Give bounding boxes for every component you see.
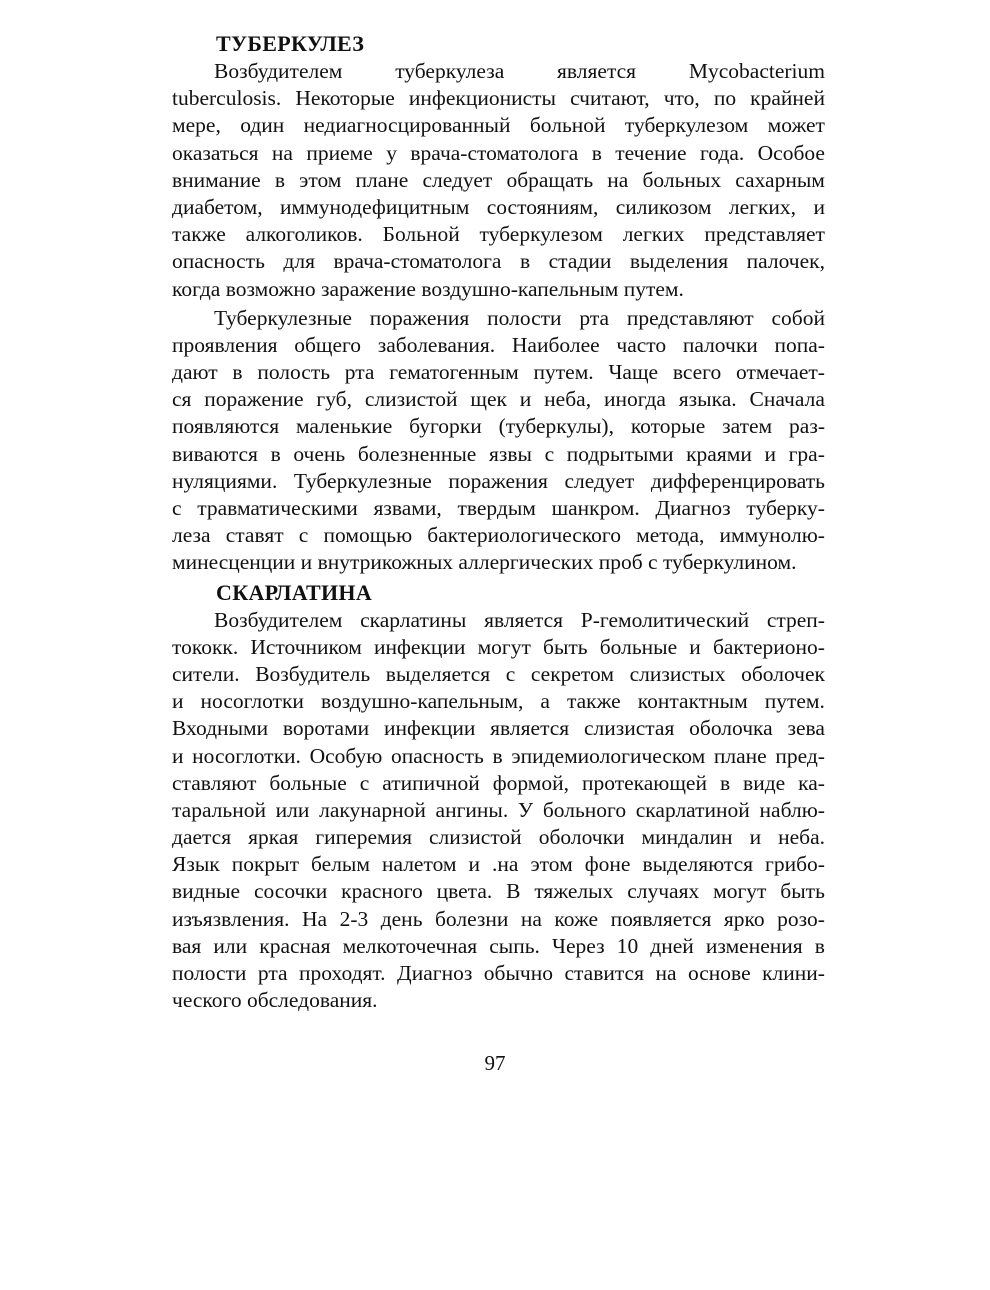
text-line: когда возможно заражение воздушно-капельным путем. xyxy=(172,276,684,301)
text-line: Туберкулезные поражения полости рта представляют собой xyxy=(214,305,825,330)
text-line: с травматическими язвами, твердым шанкром. Диагноз туберку- xyxy=(172,496,825,520)
page-number: 97 xyxy=(484,1051,506,1075)
text-line: ческого обследования. xyxy=(172,988,378,1013)
text-line: оказаться на приеме у врача-стоматолога в течение года. Особое xyxy=(172,140,825,165)
text-line: тококк. Источником инфекции могут быть больные и бактерионо- xyxy=(172,634,825,659)
text-line: также алкоголиков. Больной туберкулезом легких представляет xyxy=(172,222,825,247)
text-line: мере, один недиагносцированный больной туберкулезом может xyxy=(172,113,825,138)
text-line: Возбудителем туберкулеза является Mycobacterium xyxy=(214,59,825,83)
text-line: и носоглотки воздушно-капельным, а также контактным путем. xyxy=(172,689,825,714)
text-line: минесценции и внутрикожных аллергических проб с туберкулином. xyxy=(172,550,797,575)
text-line: ся поражение губ, слизистой щек и неба, иногда языка. Сначала xyxy=(172,387,825,412)
text-line: Язык покрыт белым налетом и .на этом фоне выделяются грибо- xyxy=(172,852,825,877)
text-line: Входными воротами инфекции является слизистая оболочка зева xyxy=(172,716,825,741)
text-line: tuberculosis. Некоторые инфекционисты считают, что, по крайней xyxy=(172,86,825,111)
section-heading: СКАРЛАТИНА xyxy=(216,579,373,605)
section-heading: ТУБЕРКУЛЕЗ xyxy=(216,31,365,56)
text-line: внимание в этом плане следует обращать на больных сахарным xyxy=(172,167,825,192)
text-line: появляются маленькие бугорки (туберкулы), которые затем раз- xyxy=(172,414,825,439)
text-line: полости рта проходят. Диагноз обычно ставится на основе клини- xyxy=(172,961,825,985)
paragraph xyxy=(172,607,825,1015)
text-line: ставляют больные с атипичной формой, протекающей в виде ка- xyxy=(172,770,825,795)
text-line: и носоглотки. Особую опасность в эпидемиологическом плане пред- xyxy=(172,743,825,768)
text-line: диабетом, иммунодефицитным состояниям, силикозом легких, и xyxy=(172,194,825,219)
paragraph xyxy=(172,305,825,577)
text-line: проявления общего заболевания. Наиболее часто палочки попа- xyxy=(172,332,825,357)
text-line: видные сосочки красного цвета. В тяжелых случаях могут быть xyxy=(172,879,825,904)
text-line: нуляциями. Туберкулезные поражения следует дифференцировать xyxy=(172,468,825,493)
text-line: опасность для врача-стоматолога в стадии выделения палочек, xyxy=(172,249,825,274)
text-line: леза ставят с помощью бактериологического метода, иммунолю- xyxy=(172,523,825,548)
text-column xyxy=(172,30,825,1014)
text-line: изъязвления. На 2-3 день болезни на коже появляется ярко розо- xyxy=(172,906,825,931)
text-line: сители. Возбудитель выделяется с секретом слизистых оболочек xyxy=(172,661,825,686)
text-line: вая или красная мелкоточечная сыпь. Через 10 дней изменения в xyxy=(172,933,825,958)
paragraph xyxy=(172,58,825,303)
text-line: таральной или лакунарной ангины. У больного скарлатиной наблю- xyxy=(172,797,825,822)
text-line: виваются в очень болезненные язвы с подрытыми краями и гра- xyxy=(172,441,825,466)
text-line: дают в полость рта гематогенным путем. Чаще всего отмечает- xyxy=(172,360,825,385)
text-line: Возбудителем скарлатины является Р-гемолитический стреп- xyxy=(214,607,825,632)
text-line: дается яркая гиперемия слизистой оболочки миндалин и неба. xyxy=(172,825,825,850)
